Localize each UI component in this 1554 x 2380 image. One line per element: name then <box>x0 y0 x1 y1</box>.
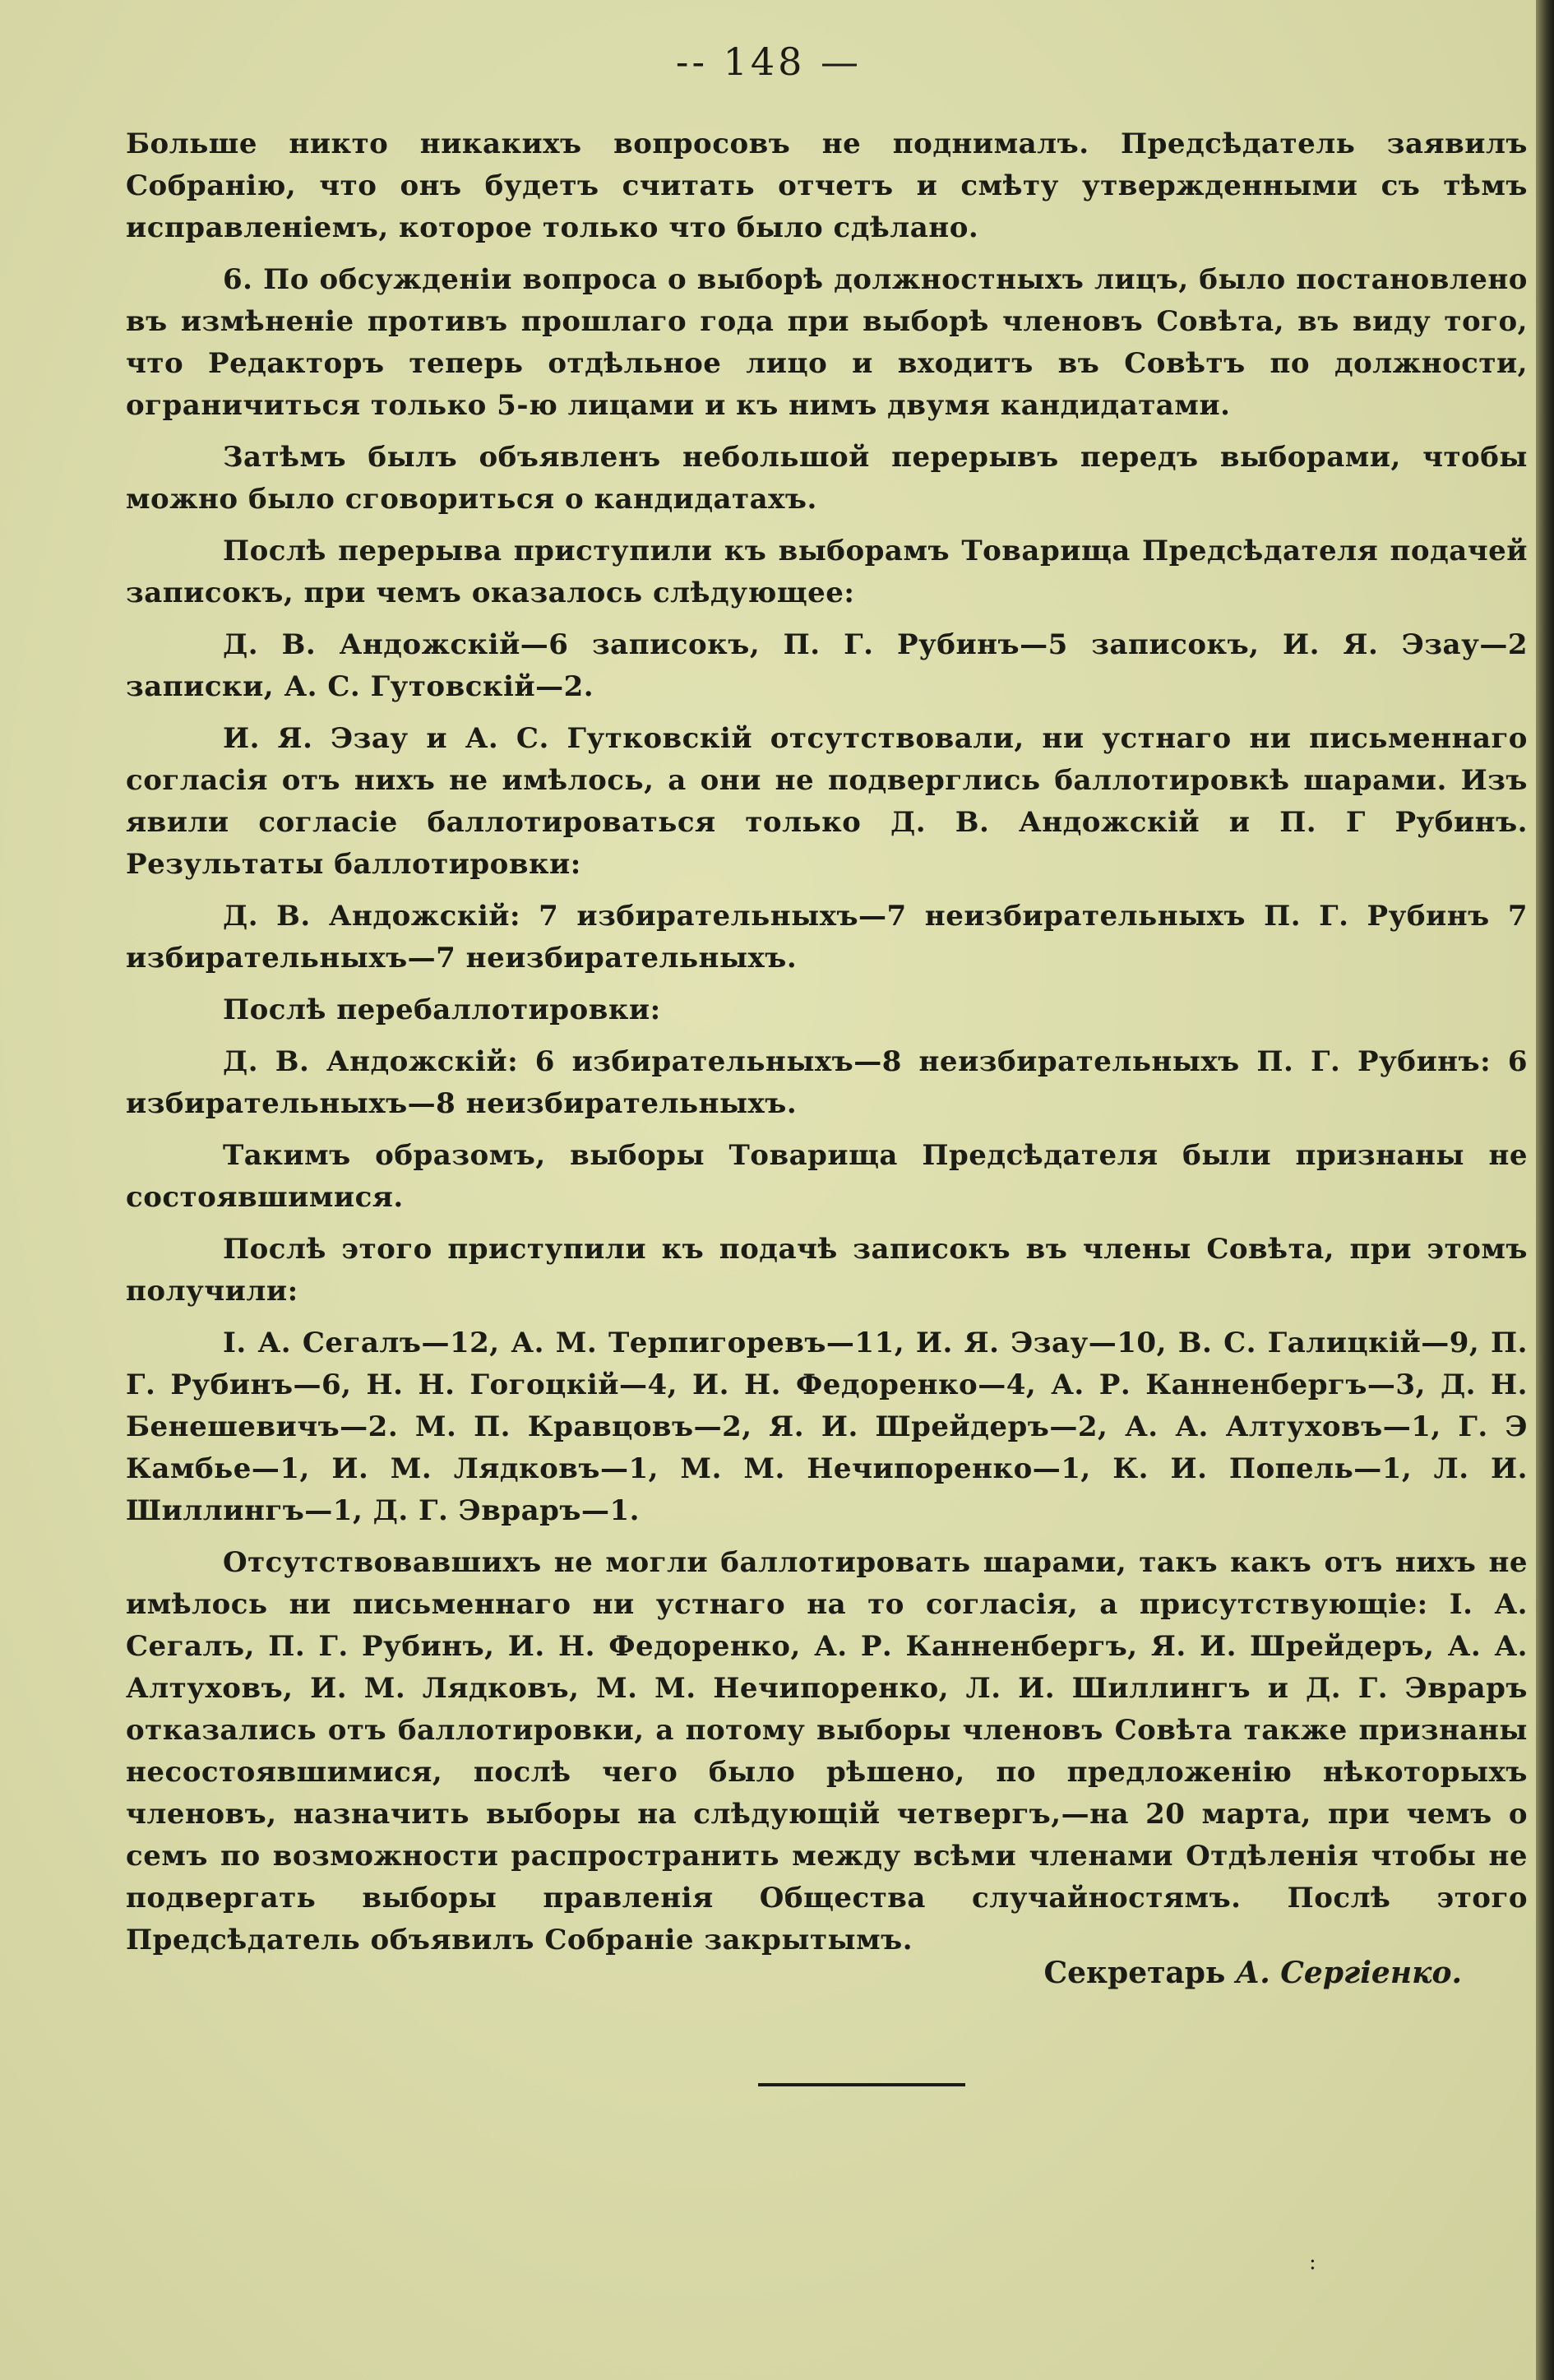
signature-role: Секретарь <box>1043 1956 1226 1990</box>
paragraph: Д. В. Андожскій: 7 избирательныхъ—7 неизбирательныхъ П. Г. Рубинъ 7 избирательныхъ—7 неизбирательныхъ. <box>126 900 1528 975</box>
paragraph: Д. В. Андожскій—6 записокъ, П. Г. Рубинъ—5 записокъ, И. Я. Эзау—2 записки, А. С. Гутовскій—2. <box>126 628 1528 703</box>
ink-speck: : <box>1309 2250 1316 2275</box>
paragraph: Послѣ этого приступили къ подачѣ записокъ въ члены Совѣта, при этомъ получили: <box>126 1233 1528 1308</box>
paragraph: Д. В. Андожскій: 6 избирательныхъ—8 неизбирательныхъ П. Г. Рубинъ: 6 избирательныхъ—8 неизбирательныхъ. <box>126 1045 1528 1120</box>
paragraph: 6. По обсужденіи вопроса о выборѣ должностныхъ лицъ, было постановлено въ измѣненіе противъ прошлаго года при выборѣ членовъ Совѣта, въ виду того, что Редакторъ теперь отдѣльное лицо и входитъ въ Совѣтъ по должности, ограничиться только 5-ю лицами и къ нимъ двумя кандидатами. <box>126 263 1528 422</box>
end-rule <box>758 2083 965 2086</box>
paragraph: Отсутствовавшихъ не могли баллотировать шарами, такъ какъ отъ нихъ не имѣлось ни письменнаго ни устнаго на то согласія, а присутствующіе: I. А. Сегалъ, П. Г. Рубинъ, И. Н. Федоренко, А. Р. Канненбергъ, Я. И. Шрейдеръ, А. А. Алтуховъ, И. М. Лядковъ, М. М. Нечипоренко, Л. И. Шиллингъ и Д. Г. Эвраръ отказались отъ баллотировки, а потому выборы членовъ Совѣта также признаны несостоявшимися, послѣ чего было рѣшено, по предложенію нѣкоторыхъ членовъ, назначить выборы на слѣдующій четвергъ,—на 20 марта, при чемъ о семъ по возможности распространить между всѣми членами Отдѣленія чтобы не подвергать выборы правленія Общества случайностямъ. Послѣ этого Предсѣдатель объявилъ Собраніе закрытымъ. <box>126 1546 1528 1956</box>
paragraph: И. Я. Эзау и А. С. Гутковскій отсутствовали, ни устнаго ни письменнаго согласія отъ нихъ не имѣлось, а они не подверглись баллотировкѣ шарами. Изъ явили согласіе баллотироваться только Д. В. Андожскій и П. Г Рубинъ. Результаты баллотировки: <box>126 722 1528 881</box>
signature <box>1043 1956 1462 1990</box>
paragraph: Послѣ перерыва приступили къ выборамъ Товарища Предсѣдателя подачей записокъ, при чемъ оказалось слѣдующее: <box>126 535 1528 609</box>
paragraph: Такимъ образомъ, выборы Товарища Предсѣдателя были признаны не состоявшимися. <box>126 1139 1528 1214</box>
paragraph: Затѣмъ былъ объявленъ небольшой перерывъ передъ выборами, чтобы можно было сговориться о кандидатахъ. <box>126 441 1528 516</box>
paragraph: Больше никто никакихъ вопросовъ не поднималъ. Предсѣдатель заявилъ Собранію, что онъ будетъ считать отчетъ и смѣту утвержденными съ тѣмъ исправленіемъ, которое только что было сдѣлано. <box>126 127 1528 244</box>
page-number: -- 148 — <box>675 39 863 84</box>
body-text <box>126 123 1528 1971</box>
signature-name: А. Сергіенко. <box>1235 1956 1462 1990</box>
paragraph: I. А. Сегалъ—12, А. М. Терпигоревъ—11, И. Я. Эзау—10, В. С. Галицкій—9, П. Г. Рубинъ—6, Н. Н. Гогоцкій—4, И. Н. Федоренко—4, А. Р. Канненбергъ—3, Д. Н. Бенешевичъ—2. М. П. Кравцовъ—2, Я. И. Шрейдеръ—2, А. А. Алтуховъ—1, Г. Э Камбье—1, И. М. Лядковъ—1, М. М. Нечипоренко—1, К. И. Попель—1, Л. И. Шиллингъ—1, Д. Г. Эвраръ—1. <box>126 1327 1528 1527</box>
paragraph: Послѣ перебаллотировки: <box>223 993 661 1026</box>
book-spine-shadow <box>1536 0 1554 2380</box>
